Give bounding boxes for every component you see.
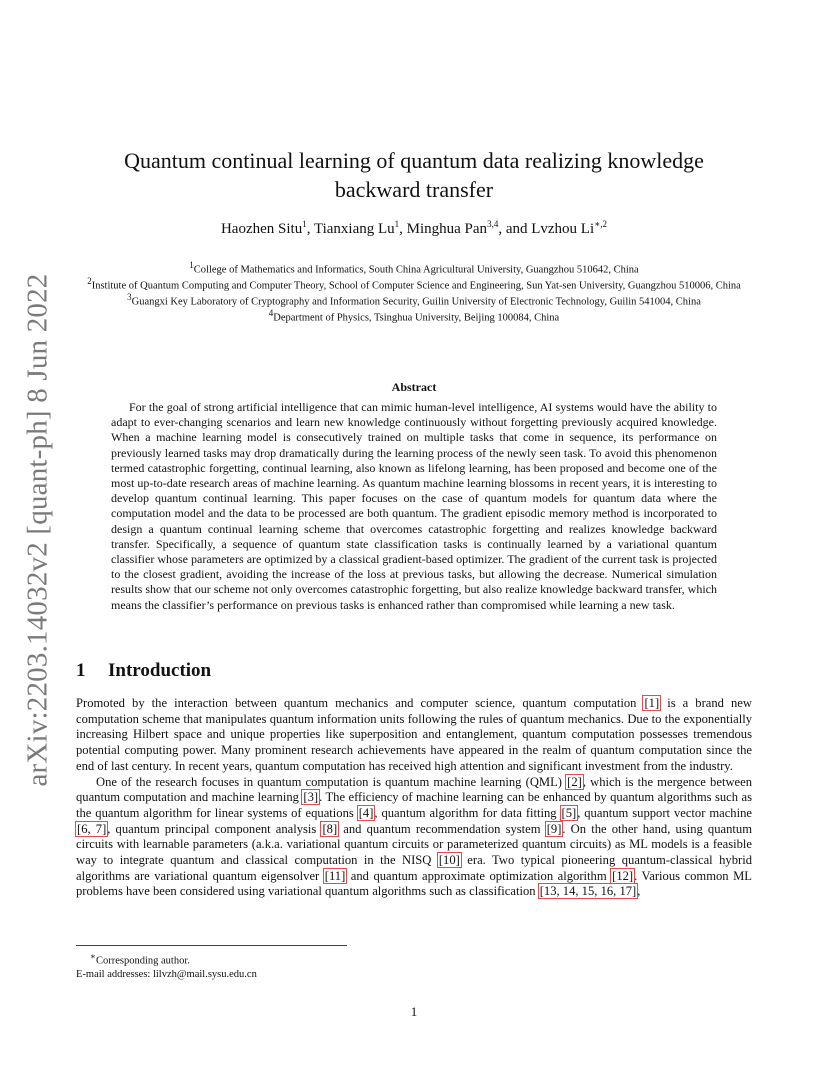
citation-link[interactable]: [4] xyxy=(358,805,374,820)
footnotes xyxy=(76,950,257,982)
citation-link[interactable]: [6, 7] xyxy=(77,821,107,836)
affiliation-list xyxy=(80,260,748,324)
affiliation-mark: 2 xyxy=(87,275,92,286)
title-line-2: backward transfer xyxy=(334,177,494,202)
affiliation-mark: 4 xyxy=(268,307,274,318)
abstract-heading: Abstract xyxy=(391,380,437,394)
footnote-divider xyxy=(76,945,347,946)
affiliation-mark: 1 xyxy=(189,260,194,270)
affiliation-text: College of Mathematics and Informatics, South China Agricultural University, Guangzhou 510642, China xyxy=(193,264,639,276)
citation-link[interactable]: [2] xyxy=(567,774,582,789)
affiliation-text: Department of Physics, Tsinghua University, Beijing 100084, China xyxy=(273,312,560,324)
affiliation xyxy=(80,308,748,324)
citation-link[interactable]: [10] xyxy=(438,853,460,868)
author-name: Tianxiang Lu xyxy=(313,221,395,237)
citation-link[interactable]: [9] xyxy=(546,821,562,836)
citation-link[interactable]: [11] xyxy=(324,868,346,883)
author-affiliation-mark: 1 xyxy=(302,219,307,229)
author-name: Lvzhou Li xyxy=(531,221,595,237)
affiliation-text: Guangxi Key Laboratory of Cryptography and Information Security, Guilin University of Electronic Technology, Guilin 541004, China xyxy=(131,296,701,308)
citation-link[interactable]: [8] xyxy=(322,821,338,836)
arxiv-sidebar xyxy=(16,273,60,787)
paper-title xyxy=(90,146,738,204)
footnote-mark: ∗ xyxy=(90,951,96,961)
author-list: Haozhen Situ$^1$, Tianxiang Lu$^1$, Minghua Pan$^{3,4}$, and Lvzhou $Li^{∗,2}$ xyxy=(220,219,608,237)
arxiv-identifier: arXiv:2203.14032v2 [quant-ph] 8 Jun 2022 xyxy=(21,273,54,787)
author-name: Haozhen Situ xyxy=(220,221,303,237)
affiliation-text: Institute of Quantum Computing and Computer Theory, School of Computer Science and Engineering, Sun Yat-sen University, Guangzhou 510006, China xyxy=(91,280,741,292)
citation-link[interactable]: [1] xyxy=(644,696,660,710)
section-heading xyxy=(76,660,211,682)
introduction-body xyxy=(76,696,752,900)
affiliation xyxy=(80,292,748,308)
intro-paragraph-2: One of the research focuses in quantum computation is quantum machine learning (QML) [2], which is the mergence between quantum computation and machine learning [3]. The efficiency of machine learning can be enhanced by quantum algorithms such as the quantum algorithm for linear systems of equations [4], quantum algorithm for data fitting [5], quantum support vector machine [6, 7], quantum principal component analysis [8] and quantum recommendation system [9]. On the other hand, using quantum circuits with learnable parameters (a.k.a. variational quantum circuits or parameterized quantum circuits) as ML models is a feasible way to integrate quantum and classical computation in the NISQ [10] era. Two typical pioneering quantum-classical hybrid algorithms are variational quantum eigensolver [11] and quantum approximate optimization algorithm [12]. Various common ML problems have been considered using variational quantum algorithms such as classification [13, 14, 15, 16, 17], xyxy=(76,774,753,899)
author-name: Minghua Pan xyxy=(406,221,488,237)
abstract-body: For the goal of strong artificial intelligence that can mimic human-level intelligence, AI systems would have the ability to adapt to ever-changing scenarios and learn new knowledge continuously without forgetting previously acquired knowledge. When a machine learning model is consecutively trained on multiple tasks that come in sequence, its performance on previously learned tasks may drop dramatically during the learning process of the newly seen task. To avoid this phenomenon termed catastrophic forgetting, continual learning, also known as lifelong learning, has been proposed and become one of the most up-to-date research areas of machine learning. As quantum machine learning blossoms in recent years, it is interesting to develop quantum continual learning. This paper focuses on the case of quantum models for quantum data where the computation model and the data to be processed are both quantum. The gradient episodic memory method is incorporated to design a quantum continual learning scheme that overcomes catastrophic forgetting and realizes knowledge backward transfer. Specifically, a sequence of quantum state classification tasks is continually learned by a variational quantum classifier whose parameters are optimized by a classical gradient-based optimizer. The gradient of the current task is projected to the closest gradient, avoiding the increase of the loss at previous tasks, but allowing the decrease. Numerical simulation results show that our scheme not only overcomes catastrophic forgetting, but also realize knowledge backward transfer, which means the classifier’s performance on previous tasks is enhanced rather than compromised while learning a new task. xyxy=(111,400,717,612)
section-number: 1 xyxy=(76,660,86,681)
title-line-1: Quantum continual learning of quantum data realizing knowledge xyxy=(124,148,704,173)
page-number: 1 xyxy=(410,1004,418,1019)
author-affiliation-mark: 1 xyxy=(394,219,400,229)
corresponding-footnote: ∗Corresponding author. xyxy=(90,951,190,967)
intro-paragraph-1: Promoted by the interaction between quantum mechanics and computer science, quantum computation [1] is a brand new computation scheme that manipulates quantum information units following the rules of quantum mechanics. Due to the exponentially increasing Hilbert space and unique properties like superposition and entanglement, quantum computation possesses tremendous potential computing power. Many prominent research achievements have appeared in the realm of quantum computation since the end of last century. In recent years, quantum computation has received high attention and significant investment from the industry. xyxy=(76,696,752,773)
affiliation xyxy=(80,260,748,276)
citation-link[interactable]: [3] xyxy=(303,790,319,805)
affiliation-mark: 3 xyxy=(127,291,132,302)
email-footnote: E-mail addresses: lilvzh@mail.sysu.edu.cn xyxy=(76,969,257,980)
section-title: Introduction xyxy=(108,660,212,681)
citation-link[interactable]: [5] xyxy=(561,805,577,820)
author-affiliation-mark: 3,4 xyxy=(487,219,499,229)
author-affiliation-mark: ∗,2 xyxy=(594,219,608,229)
affiliation xyxy=(80,276,748,292)
citation-link[interactable]: [12] xyxy=(612,868,634,883)
citation-link[interactable]: [13, 14, 15, 16, 17] xyxy=(539,884,637,899)
